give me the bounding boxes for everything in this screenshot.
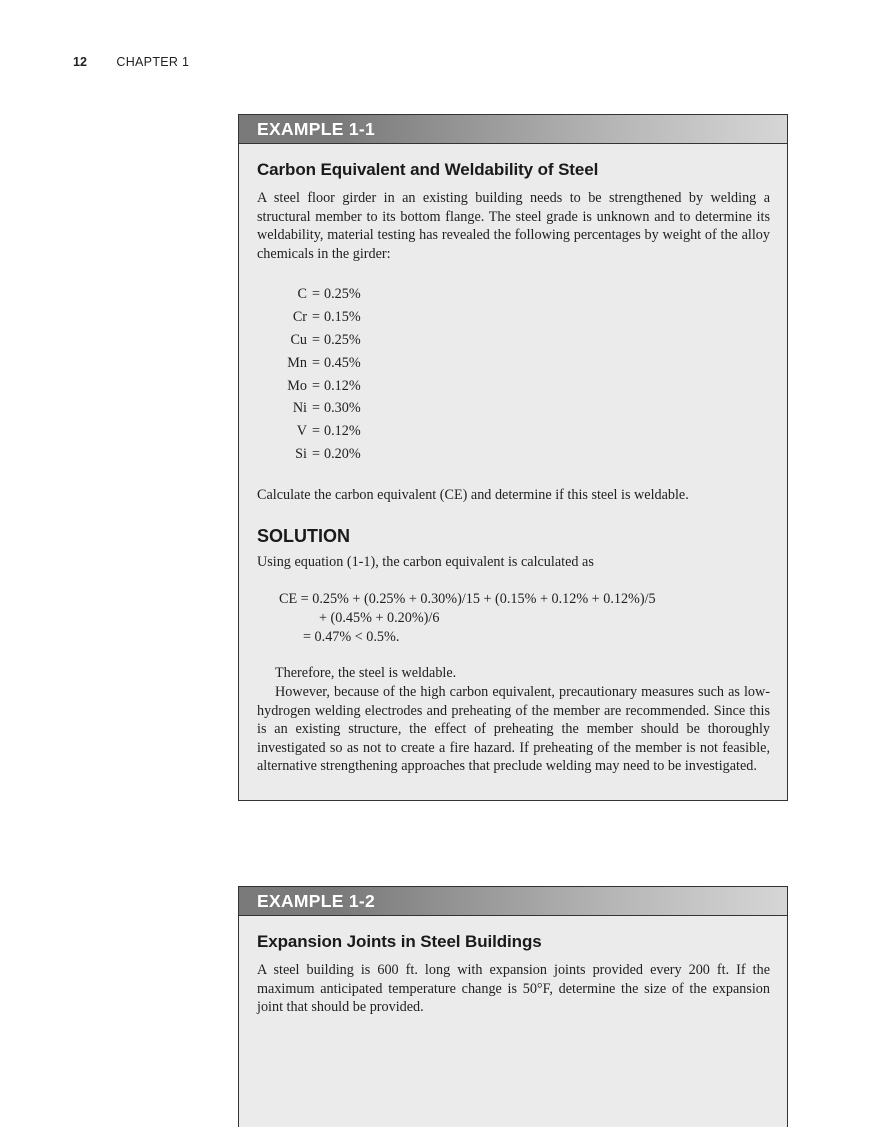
chemical-symbol: C [297, 286, 307, 303]
problem-statement: A steel floor girder in an existing building needs to be strengthened by welding a structural member to its bottom flange. The steel grade is unknown and to determine its weldability, material testing has revealed the following percentages by weight of the alloy chemicals in the girder: [257, 190, 770, 262]
chemical-symbol: Mn [287, 354, 307, 371]
chemical-row: Cu = 0.25% [257, 329, 770, 352]
chemical-row: Cr = 0.15% [257, 306, 770, 329]
chemical-value: 0.45% [324, 354, 361, 371]
chemical-value: 0.12% [324, 423, 361, 440]
chemical-list [257, 283, 770, 465]
chemical-symbol: Si [295, 445, 307, 462]
example-label: EXAMPLE 1-1 [239, 115, 787, 144]
chemical-symbol: Cr [292, 309, 307, 326]
chemical-value: 0.25% [324, 331, 361, 348]
running-head [73, 55, 189, 69]
chemical-symbol: Cu [290, 331, 307, 348]
chemical-row: Mn = 0.45% [257, 352, 770, 375]
chapter-label: CHAPTER 1 [116, 55, 190, 69]
chemical-value: 0.30% [324, 400, 361, 417]
chemical-value: 0.15% [324, 309, 361, 326]
example-title: Expansion Joints in Steel Buildings [257, 932, 542, 951]
chemical-row: Mo = 0.12% [257, 375, 770, 398]
chemical-row: Si = 0.20% [257, 443, 770, 466]
example-box-1-1 [238, 114, 788, 801]
equation-line: = 0.47% < 0.5%. [303, 628, 400, 645]
equation-line: + (0.45% + 0.20%)/6 [319, 609, 440, 626]
question-statement: Calculate the carbon equivalent (CE) and determine if this steel is weldable. [257, 486, 689, 503]
chemical-value: 0.25% [324, 286, 361, 303]
solution-intro: Using equation (1-1), the carbon equivalent is calculated as [257, 554, 594, 571]
example-title: Carbon Equivalent and Weldability of Steel [257, 160, 599, 179]
chemical-symbol: V [296, 423, 307, 440]
chemical-row: V = 0.12% [257, 420, 770, 443]
page-number: 12 [73, 55, 87, 69]
chemical-value: 0.20% [324, 445, 361, 462]
chemical-row: C = 0.25% [257, 283, 770, 306]
chemical-row: Ni = 0.30% [257, 397, 770, 420]
problem-statement: A steel building is 600 ft. long with expansion joints provided every 200 ft. If the maximum anticipated temperature change is 50°F, determine the size of the expansion joint that should be provided. [257, 962, 770, 1016]
equation-line: CE = 0.25% + (0.25% + 0.30%)/15 + (0.15% + 0.12% + 0.12%)/5 [279, 590, 656, 607]
discussion-text: However, because of the high carbon equivalent, precautionary measures such as low-hydrogen welding electrodes and preheating of the member are recommended. Since this is an existing structure, the effect of preheating the member should be thoroughly investigated so as not to create a fire hazard. If preheating of the member is not feasible, alternative strengthening approaches that preclude welding may need to be investigated. [257, 683, 770, 775]
example-box-1-2 [238, 886, 788, 1127]
chemical-symbol: Mo [287, 377, 307, 394]
ce-equation [279, 590, 770, 646]
chemical-symbol: Ni [292, 400, 307, 417]
chemical-value: 0.12% [324, 377, 361, 394]
solution-heading: SOLUTION [257, 526, 350, 547]
conclusion-text: Therefore, the steel is weldable. [275, 665, 457, 682]
example-label: EXAMPLE 1-2 [239, 887, 787, 916]
